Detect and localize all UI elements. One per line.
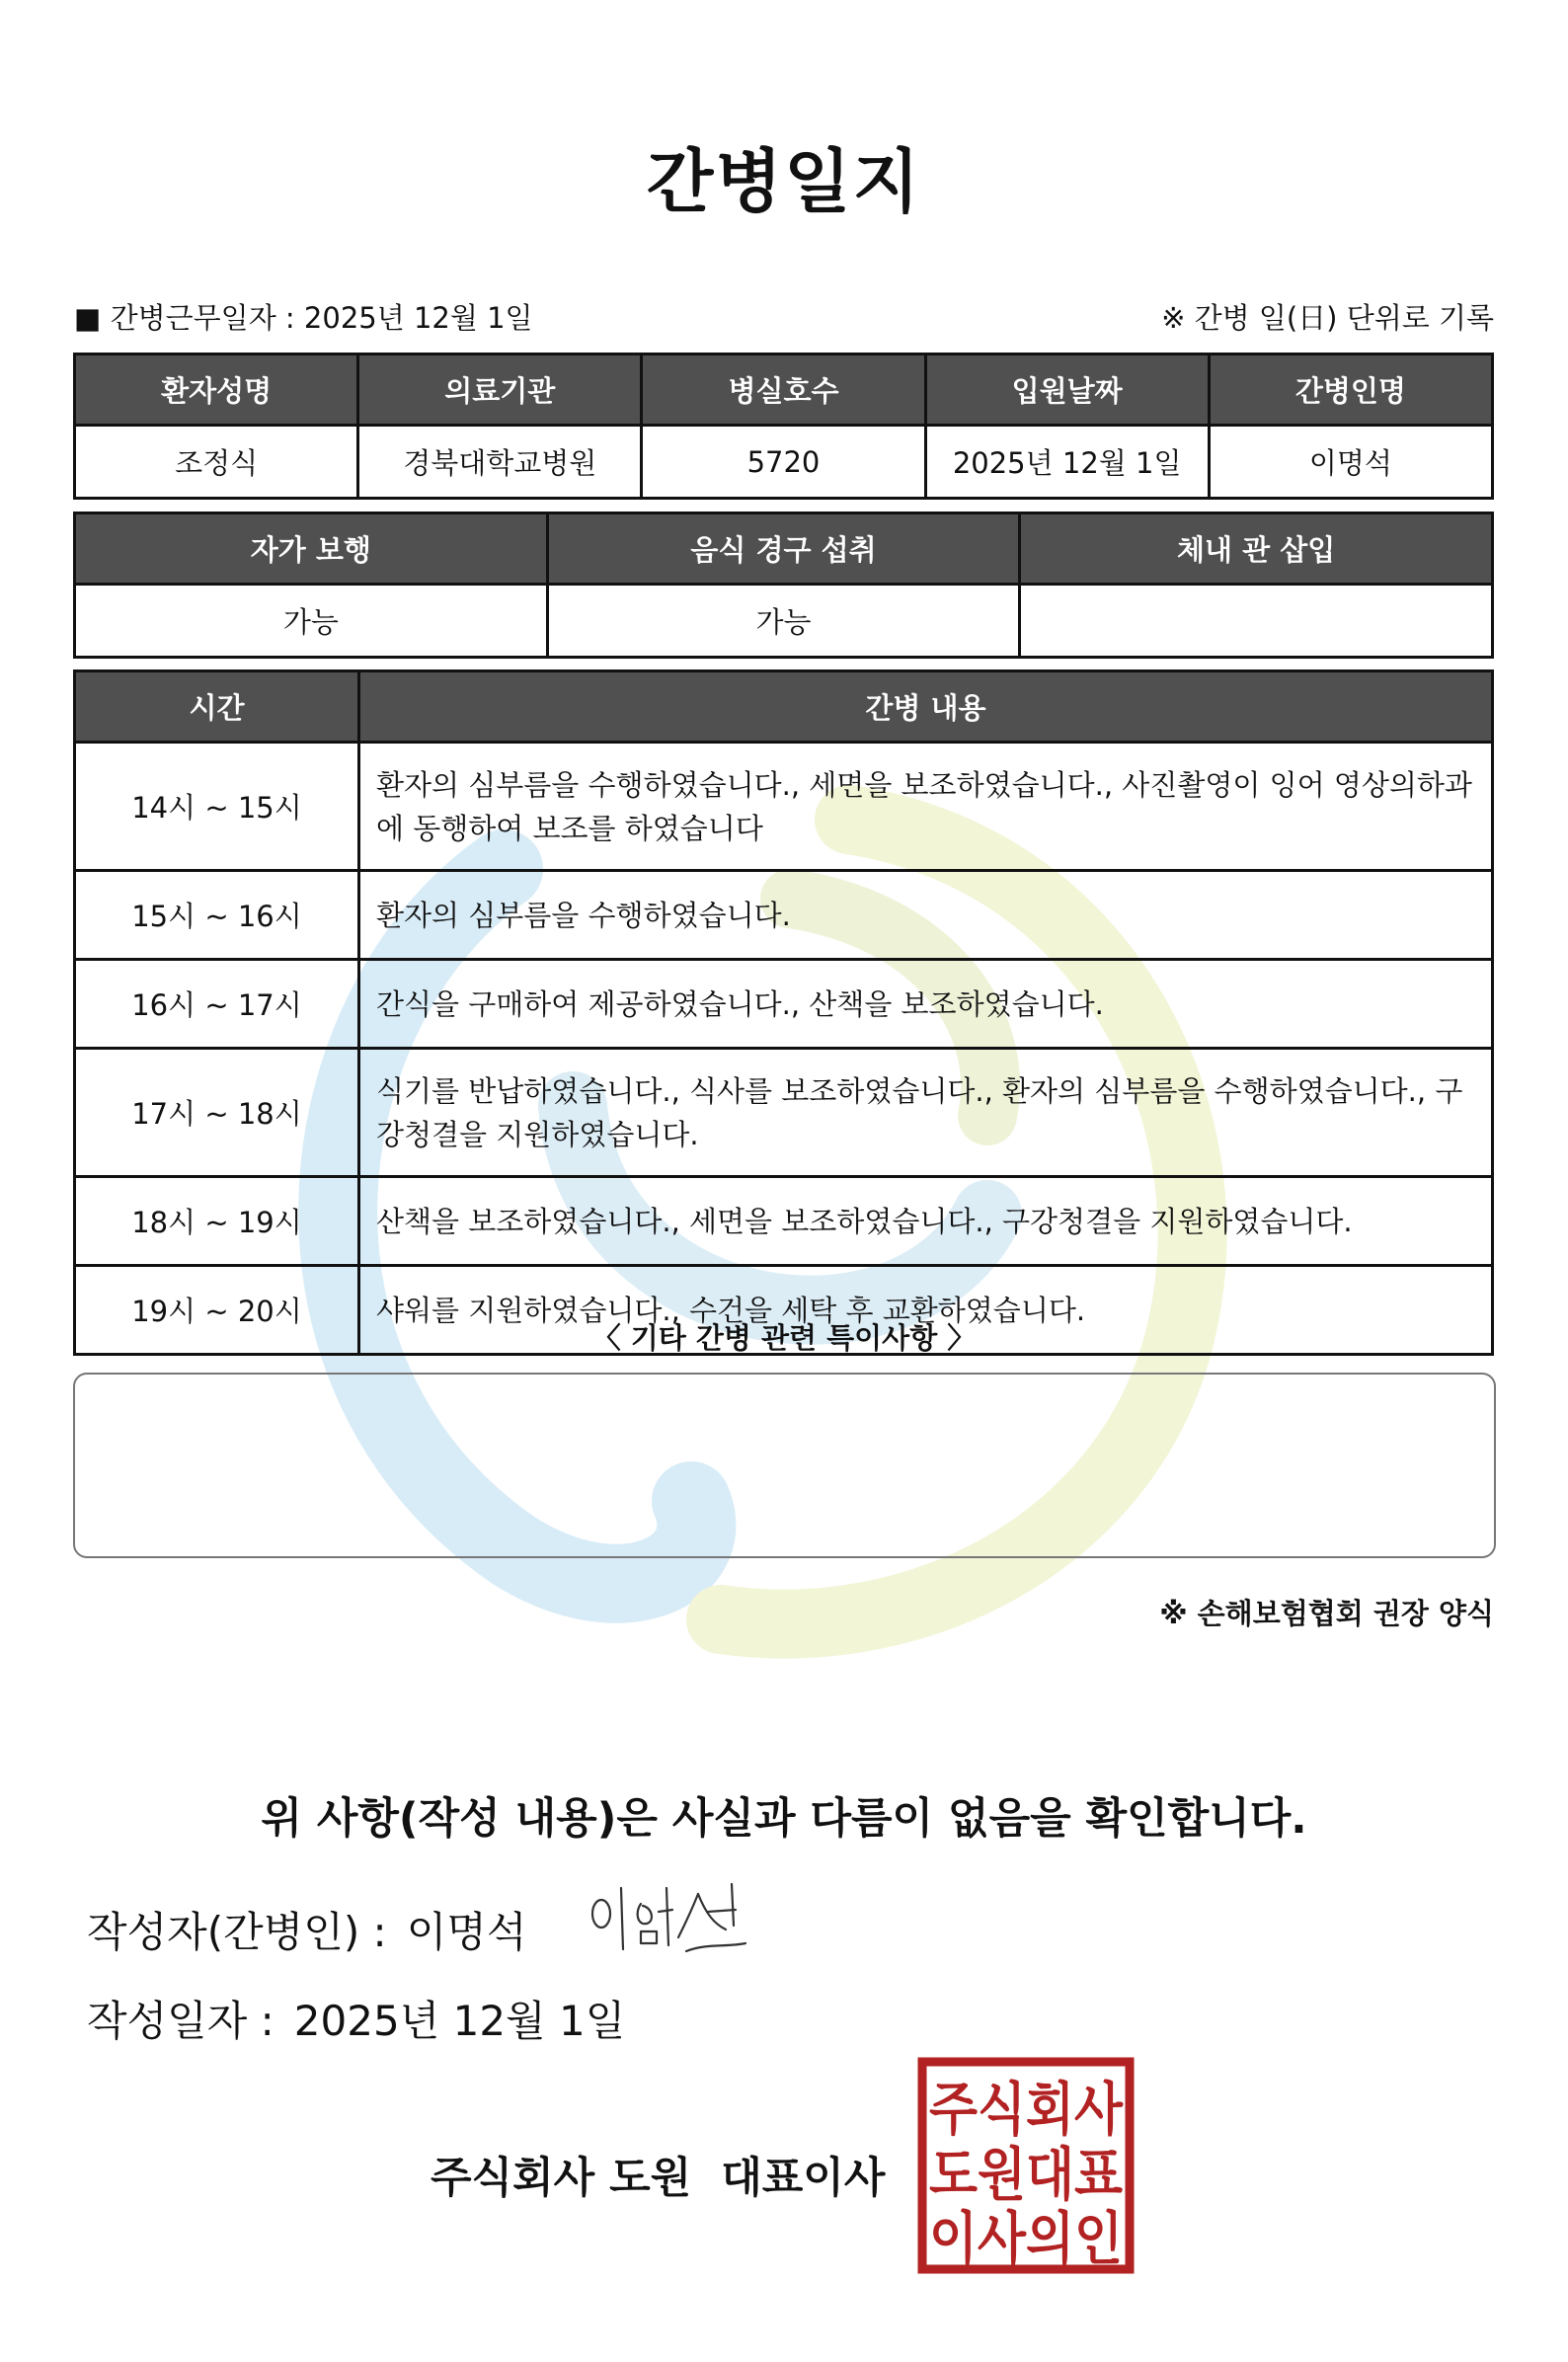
header-oral-intake: 음식 경구 섭취 — [547, 513, 1020, 585]
page-title: 간병일지 — [646, 141, 922, 222]
content-cell: 식기를 반납하였습니다., 식사를 보조하였습니다., 환자의 심부름을 수행하였습니다., 구강청결을 지원하였습니다. — [359, 1049, 1493, 1177]
representative-title: 대표이사 — [721, 2154, 886, 2203]
written-date-label: 작성일자 : — [87, 1997, 274, 2045]
company-name: 주식회사 도원 — [431, 2154, 692, 2203]
company-seal-stamp — [916, 2056, 1136, 2275]
patient-name: 조정식 — [75, 426, 358, 499]
content-cell: 환자의 심부름을 수행하였습니다. — [359, 871, 1493, 960]
work-date-label: ■ 간병근무일자 : — [74, 301, 295, 335]
room-number: 5720 — [642, 426, 925, 499]
written-date-value: 2025년 12월 1일 — [293, 1997, 626, 2045]
header-patient-name: 환자성명 — [75, 354, 358, 426]
notes-label: 〈 기타 간병 관련 특이사항 〉 — [591, 1321, 977, 1355]
svg-text:주식회사: 주식회사 — [929, 2076, 1124, 2143]
handwritten-signature — [588, 1874, 755, 1963]
work-date — [74, 296, 533, 337]
header-time: 시간 — [75, 671, 359, 743]
header-tube-insertion: 체내 관 삽입 — [1020, 513, 1493, 585]
care-log-table — [73, 669, 1494, 1356]
patient-ability-table — [73, 512, 1494, 659]
header-self-walking: 자가 보행 — [75, 513, 548, 585]
caregiver-name: 이명석 — [1209, 426, 1492, 499]
header-caregiver-name: 간병인명 — [1209, 354, 1492, 426]
content-cell: 간식을 구매하여 제공하였습니다., 산책을 보조하였습니다. — [359, 960, 1493, 1049]
table-row — [75, 1177, 1493, 1266]
time-cell: 17시 ~ 18시 — [75, 1049, 359, 1177]
header-hospital: 의료기관 — [358, 354, 642, 426]
table-row — [75, 960, 1493, 1049]
tube-insertion — [1020, 585, 1493, 658]
content-cell: 샤워를 지원하였습니다., 수건을 세탁 후 교환하였습니다. — [359, 1266, 1493, 1355]
oral-intake: 가능 — [547, 585, 1020, 658]
work-date-value: 2025년 12월 1일 — [303, 301, 533, 335]
table-row — [75, 426, 1493, 499]
svg-text:도원대표: 도원대표 — [929, 2141, 1123, 2208]
writer-line — [87, 1900, 526, 1959]
table-row — [75, 871, 1493, 960]
hospital: 경북대학교병원 — [358, 426, 642, 499]
written-date-line — [87, 1989, 625, 2048]
time-cell: 15시 ~ 16시 — [75, 871, 359, 960]
time-cell: 18시 ~ 19시 — [75, 1177, 359, 1266]
header-room-number: 병실호수 — [642, 354, 925, 426]
record-note: ※ 간병 일(日) 단위로 기록 — [1161, 301, 1494, 335]
patient-info-table — [73, 353, 1494, 500]
notes-box — [73, 1373, 1496, 1558]
table-header-row — [75, 354, 1493, 426]
content-cell: 환자의 심부름을 수행하였습니다., 세면을 보조하였습니다., 사진촬영이 잉어 영상의하과에 동행하여 보조를 하였습니다 — [359, 743, 1493, 871]
writer-label: 작성자(간병인) : — [87, 1908, 387, 1956]
time-cell: 16시 ~ 17시 — [75, 960, 359, 1049]
svg-text:이사의인: 이사의인 — [929, 2205, 1123, 2272]
table-header-row — [75, 513, 1493, 585]
header-admission-date: 입원날짜 — [925, 354, 1209, 426]
table-row — [75, 585, 1493, 658]
header-care-content: 간병 내용 — [359, 671, 1493, 743]
recommendation-note: ※ 손해보험협회 권장 양식 — [1159, 1597, 1494, 1630]
content-cell: 산책을 보조하였습니다., 세면을 보조하였습니다., 구강청결을 지원하였습니다. — [359, 1177, 1493, 1266]
time-cell: 14시 ~ 15시 — [75, 743, 359, 871]
time-cell: 19시 ~ 20시 — [75, 1266, 359, 1355]
company-line — [431, 2145, 885, 2205]
confirmation-statement: 위 사항(작성 내용)은 사실과 다름이 없음을 확인합니다. — [261, 1794, 1307, 1844]
table-row — [75, 743, 1493, 871]
writer-name: 이명석 — [406, 1908, 527, 1956]
table-header-row — [75, 671, 1493, 743]
admission-date: 2025년 12월 1일 — [925, 426, 1209, 499]
self-walking: 가능 — [75, 585, 548, 658]
table-row — [75, 1049, 1493, 1177]
